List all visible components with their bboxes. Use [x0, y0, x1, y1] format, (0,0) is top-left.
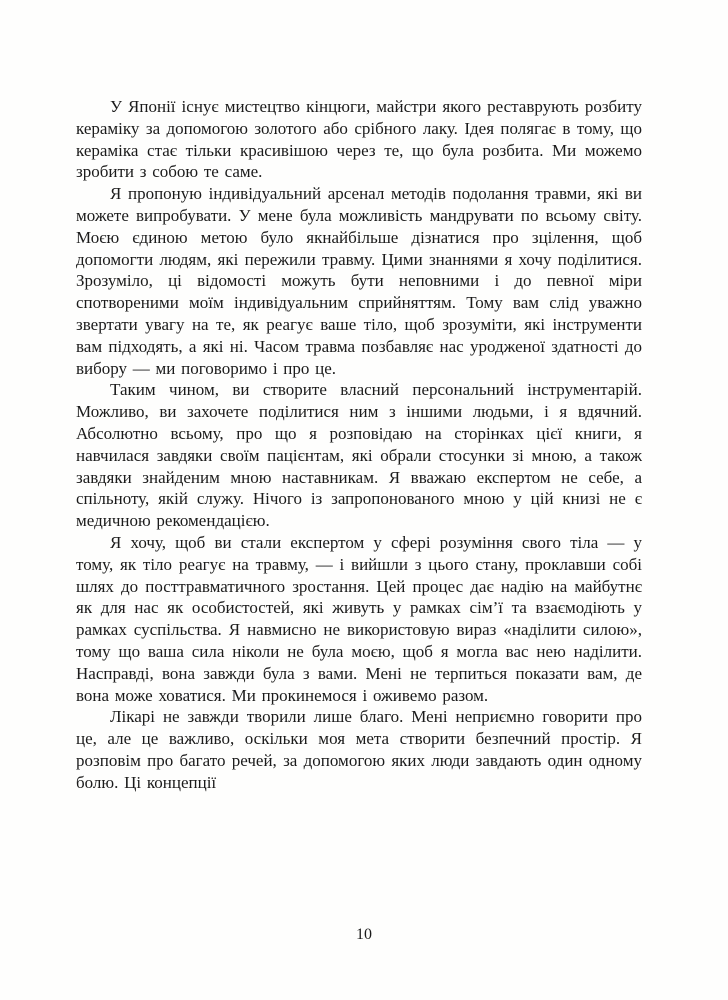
- body-paragraph: Я пропоную індивідуальний арсенал методів подолання травми, які ви можете випробувати. У мене була можливість мандрувати по всьому світу. Моєю єдиною метою було якнайбільше дізнатися про зцілення, щоб допомогти людям, які пережили травму. Цими знаннями я хочу поділитися. Зрозуміло, ці відомості можуть бути неповними і до певної міри спотвореними моїм індивідуальним сприйняттям. Тому вам слід уважно звертати увагу на те, як реагує ваше тіло, щоб зрозуміти, які інструменти вам підходять, а які ні. Часом травма позбавляє нас уродженої здатності до вибору — ми поговоримо і про це.: [76, 184, 642, 378]
- page-number: 10: [356, 926, 372, 943]
- page-text-block: [76, 96, 642, 794]
- body-paragraph: У Японії існує мистецтво кінцюги, майстри якого реставрують розбиту кераміку за допомогою золотого або срібного лаку. Ідея полягає в тому, що кераміка стає тільки красивішою через те, що була розбита. Ми можемо зробити з собою те саме.: [76, 97, 642, 182]
- body-paragraph: Лікарі не завжди творили лише благо. Мені неприємно говорити про це, але це важливо, оскільки моя мета створити безпечний простір. Я розповім про багато речей, за допомогою яких люди завдають один одному болю. Ці концепції: [76, 707, 642, 792]
- body-paragraph: Я хочу, щоб ви стали експертом у сфері розуміння свого тіла — у тому, як тіло реагує на травму, — і вийшли з цього стану, проклавши собі шлях до посттравматичного зростання. Цей процес дає надію на майбутнє як для нас як особистостей, які живуть у рамках сім’ї та взаємодіють у рамках суспільства. Я навмисно не використовую вираз «наділити силою», тому що ваша сила ніколи не була моєю, щоб я могла вас нею наділити. Насправді, вона завжди була з вами. Мені не терпиться показати вам, де вона може ховатися. Ми прокинемося і оживемо разом.: [76, 532, 642, 705]
- body-paragraph: Таким чином, ви створите власний персональний інструментарій. Можливо, ви захочете поділитися ним з іншими людьми, і я вдячний. Абсолютно всьому, про що я розповідаю на сторінках цієї книги, я навчилася завдяки своїм пацієнтам, які обрали стосунки зі мною, а також завдяки знайденим мною наставникам. Я вважаю експертом не себе, а спільноту, якій служу. Нічого із запропонованого мною у цій книзі не є медичною рекомендацією.: [76, 380, 642, 531]
